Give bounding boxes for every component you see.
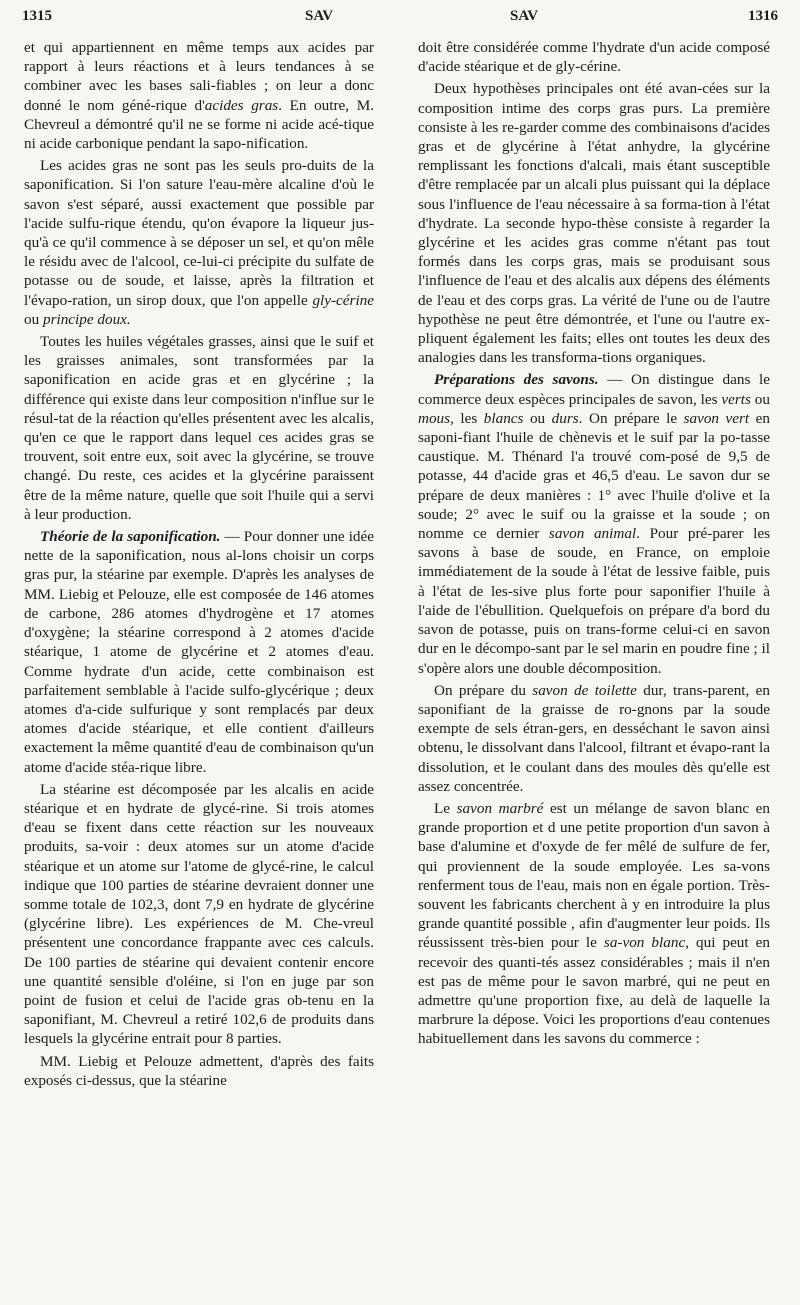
paragraph: La stéarine est décomposée par les alcalis en acide stéarique et en hydrate de glycé-rine. Si trois atomes d'eau se fixent dans cette réaction sur les nouveaux produits, sa-voir : deux atomes sur un atome d'acide stéarique et un atome sur l'atome de glycé-rine, le calcul indique que 100 parties de stéarine devraient donner une somme totale de 102,3, dont 7,9 en hydrate de glycérine (glycérine libre). Les expériences de M. Che-vreul présentent une concordance frappante avec ces calculs. De 100 parties de stéarine qui devaient contenir encore une quantité sensible d'oléine, si l'on en juge par son point de fusion et celui de l'acide gras ob-tenu en la saponifiant, M. Chevreul a retiré 102,6 de produits dans lesquels la glycérine entrait pour 8 parties. <box>24 780 374 1048</box>
section-heading: Préparations des savons. <box>434 371 599 389</box>
paragraph: Le savon marbré est un mélange de savon blanc en grande proportion et d une petite proportion d'un savon à base d'alumine et d'oxyde de fer mêlé de sulfure de fer, qui proviennent de la soude employée. Les sa-vons renferment tous de l'eau, mais non en égale portion. Très-souvent les fabricants cherchent à y en introduire la plus grande quantité possible , afin d'augmenter leur poids. Ils réussissent très-bien pour le sa-von blanc, qui peut en recevoir des quanti-tés assez considérables ; mais il n'en est pas de même pour le savon marbré, qui ne peut en admettre qu'une proportion fixe, au delà de laquelle la marbrure la dépose. Voici les proportions d'eau contenues habituellement dans les savons du commerce : <box>418 799 770 1048</box>
paragraph: et qui appartiennent en même temps aux acides par rapport à leurs réactions et à leurs tendances à se combiner avec les bases sali-fiables ; on leur a donc donné le nom géné-rique d'acides gras. En outre, M. Chevreul a démontré qu'il ne se forme ni acide acé-tique ni acide carbonique pendant la sapo-nification. <box>24 39 374 153</box>
paragraph: Théorie de la saponification. — Pour donner une idée nette de la saponification, nous al-lons choisir un corps gras pur, la stéarine par exemple. D'après les analyses de MM. Liebig et Pelouze, elle est composée de 146 atomes de carbone, 286 atomes d'hydrogène et 17 atomes d'oxygène; la stéarine correspond à 2 atomes d'acide stéarique, 1 atome de glycérine et 2 atomes d'eau. Comme hydrate d'un acide, cette combinaison est parfaitement semblable à l'acide sulfo-glycérique ; deux atomes d'a-cide sulfurique y sont remplacés par deux atomes d'acide stéarique, et elle contient d'ailleurs exactement la même quantité d'eau de combinaison qu'un atome d'acide stéa-rique libre. <box>24 528 375 776</box>
paragraph: Les acides gras ne sont pas les seuls pro-duits de la saponification. Si l'on sature l'eau-mère alcaline d'où le savon s'est séparé, aussi exactement que possible par l'acide sulfu-rique étendu, qu'on évapore la liqueur jus-qu'à ce qu'il commence à se déposer un sel, et qu'on mêle le résidu avec de l'alcool, ce-lui-ci précipite du sulfate de potasse ou de soude, et laisse, après la filtration et l'évapo-ration, un sirop doux, que l'on appelle gly-cérine ou principe doux. <box>24 157 374 328</box>
right-page-number: 1316 <box>748 8 778 24</box>
paragraph: On prépare du savon de toilette dur, trans-parent, en saponifiant de la graisse de ro-gnons par la soude exempte de sels étran-gers, en desséchant le savon ainsi obtenu, le dissolvant dans l'alcool, filtrant et évapo-rant la dissolution, et le coulant dans des moules dès qu'elle est assez concentrée. <box>418 681 770 795</box>
section-heading: Théorie de la saponification. <box>40 528 221 546</box>
paragraph: Deux hypothèses principales ont été avan-cées sur la composition intime des corps gras purs. La première consiste à les re-garder comme des combinaisons d'acides gras et de glycérine à l'état anhydre, la glycérine remplissant les fonctions d'alcali, mais étant susceptible d'être remplacée par un alcali plus puissant qui la déplace sous l'influence de l'eau nécessaire à sa forma-tion à l'état d'hydrate. La seconde hypo-thèse consiste à regarder la glycérine et les acides gras comme n'étant pas tout formés dans les corps gras, mais se produisant sous l'influence de l'eau et des alcalis aux dépens des éléments de l'eau et des corps gras. La vérité de l'une ou de l'autre hypothèse ne peut être démontrée, et l'une ou l'autre ex-pliquent également les faits; elles ont toutes les deux des analogies dans les transforma-tions organiques. <box>418 80 770 367</box>
right-column <box>418 38 770 1052</box>
left-column <box>24 38 374 1093</box>
paragraph: doit être considérée comme l'hydrate d'un acide composé d'acide stéarique et de gly-cérine. <box>418 39 770 76</box>
left-running-head: SAV <box>305 8 334 24</box>
right-running-head: SAV <box>510 8 539 24</box>
column-divider <box>398 36 399 1271</box>
paragraph: MM. Liebig et Pelouze admettent, d'après des faits exposés ci-dessus, que la stéarine <box>24 1052 374 1089</box>
paragraph: Préparations des savons. — On distingue dans le commerce deux espèces principales de savon, les verts ou mous, les blancs ou durs. On prépare le savon vert en saponi-fiant l'huile de chènevis et le suif par la po-tasse caustique. M. Thénard l'a trouvé com-posé de 9,5 de potasse, 44 d'acide gras et 46,5 d'eau. Le savon dur se prépare de deux manières : 1° avec l'huile d'olive et la soude; 2° avec le suif ou la graisse et la soude ; on nomme ce dernier savon animal. Pour pré-parer les savons à base de soude, en France, on emploie immédiatement de la soude à l'état de lessive faible, puis à l'état de les-sive plus forte pour saponifier l'huile à l'aide de l'ébullition. Quelquefois on prépare d'a bord du savon de potasse, puis on trans-forme celui-ci en savon dur en le décompo-sant par le sel marin en poudre fine ; il s'opère alors une double décomposition. <box>418 371 771 677</box>
paragraph: Toutes les huiles végétales grasses, ainsi que le suif et les graisses animales, sont transformées par la saponification en acide gras et en glycérine ; la différence qui existe dans leur composition n'influe sur le résul-tat de la réaction qu'elles présentent avec les alcalis, qu'en ce que le rapport dans lequel ces acides gras se trouvent, soit entre eux, soit avec la glycérine, se trouve changé. Du reste, ces acides et la glycérine paraissent être de la même nature, quelle que soit l'huile qui a servi à leur production. <box>24 333 374 523</box>
page-header <box>22 8 778 32</box>
left-page-number: 1315 <box>22 8 52 24</box>
